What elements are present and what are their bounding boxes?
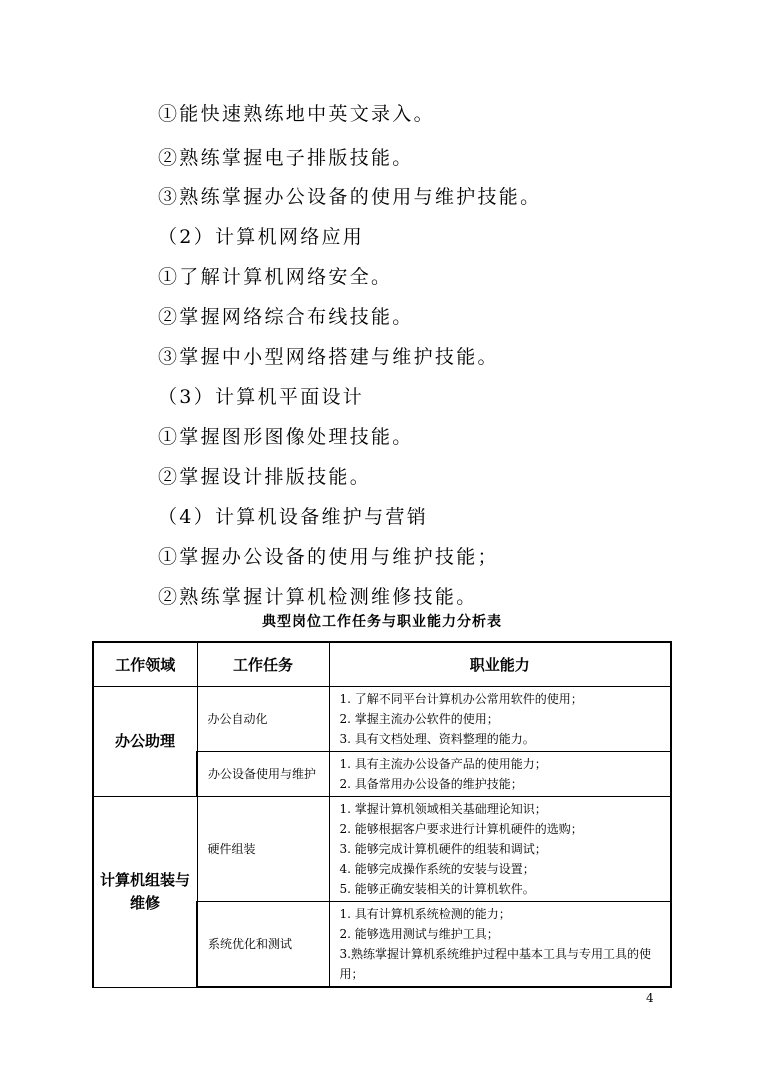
domain-cell: 办公助理 bbox=[93, 687, 197, 797]
ability-item: 2. 能够选用测试与维护工具； bbox=[339, 927, 499, 941]
section-heading: （4）计算机设备维护与营销 bbox=[158, 506, 428, 528]
domain-cell: 计算机组装与维修 bbox=[93, 797, 197, 988]
body-line: ②熟练掌握计算机检测维修技能。 bbox=[158, 586, 478, 608]
table-row bbox=[93, 797, 671, 902]
ability-item: 4. 能够完成操作系统的安装与设置； bbox=[339, 862, 535, 876]
ability-item: 1. 掌握计算机领域相关基础理论知识； bbox=[339, 802, 547, 816]
header-ability: 职业能力 bbox=[329, 642, 671, 687]
ability-item: 1. 了解不同平台计算机办公常用软件的使用； bbox=[339, 692, 583, 706]
ability-analysis-table bbox=[92, 641, 672, 988]
table-header-row bbox=[93, 642, 671, 687]
body-line: ①掌握办公设备的使用与维护技能； bbox=[158, 546, 499, 568]
ability-cell bbox=[329, 902, 671, 988]
section-heading: （2）计算机网络应用 bbox=[158, 226, 365, 248]
task-cell: 办公自动化 bbox=[197, 687, 329, 752]
body-line: ②掌握网络综合布线技能。 bbox=[158, 306, 414, 328]
ability-item: 1. 具有计算机系统检测的能力； bbox=[339, 907, 511, 921]
task-cell: 系统优化和测试 bbox=[197, 902, 329, 988]
task-cell: 办公设备使用与维护 bbox=[197, 752, 329, 797]
body-line: ①掌握图形图像处理技能。 bbox=[158, 426, 414, 448]
page-number: 4 bbox=[646, 991, 654, 1005]
section-heading: （3）计算机平面设计 bbox=[158, 386, 365, 408]
ability-item: 3. 具有文档处理、资料整理的能力。 bbox=[339, 732, 535, 746]
ability-item: 5. 能够正确安装相关的计算机软件。 bbox=[339, 882, 535, 896]
table-caption: 典型岗位工作任务与职业能力分析表 bbox=[262, 614, 502, 630]
ability-cell bbox=[329, 797, 671, 902]
ability-cell bbox=[329, 687, 671, 752]
ability-cell bbox=[329, 752, 671, 797]
body-line: ②掌握设计排版技能。 bbox=[158, 466, 372, 488]
task-cell: 硬件组装 bbox=[197, 797, 329, 902]
ability-item: 2. 具备常用办公设备的维护技能； bbox=[339, 777, 523, 791]
ability-item: 2. 掌握主流办公软件的使用； bbox=[339, 712, 499, 726]
body-line: ②熟练掌握电子排版技能。 bbox=[158, 147, 414, 169]
body-line: ③掌握中小型网络搭建与维护技能。 bbox=[158, 346, 499, 368]
table-row bbox=[93, 687, 671, 752]
body-line: ①了解计算机网络安全。 bbox=[158, 266, 393, 288]
ability-item: 1. 具有主流办公设备产品的使用能力； bbox=[339, 757, 547, 771]
ability-item: 3.熟练掌握计算机系统维护过程中基本工具与专用工具的使用； bbox=[339, 947, 651, 981]
ability-item: 3. 能够完成计算机硬件的组装和调试； bbox=[339, 842, 547, 856]
header-task: 工作任务 bbox=[197, 642, 329, 687]
body-line: ③熟练掌握办公设备的使用与维护技能。 bbox=[158, 186, 542, 208]
body-line: ①能快速熟练地中英文录入。 bbox=[158, 103, 435, 125]
header-domain: 工作领域 bbox=[93, 642, 197, 687]
ability-item: 2. 能够根据客户要求进行计算机硬件的选购； bbox=[339, 822, 583, 836]
